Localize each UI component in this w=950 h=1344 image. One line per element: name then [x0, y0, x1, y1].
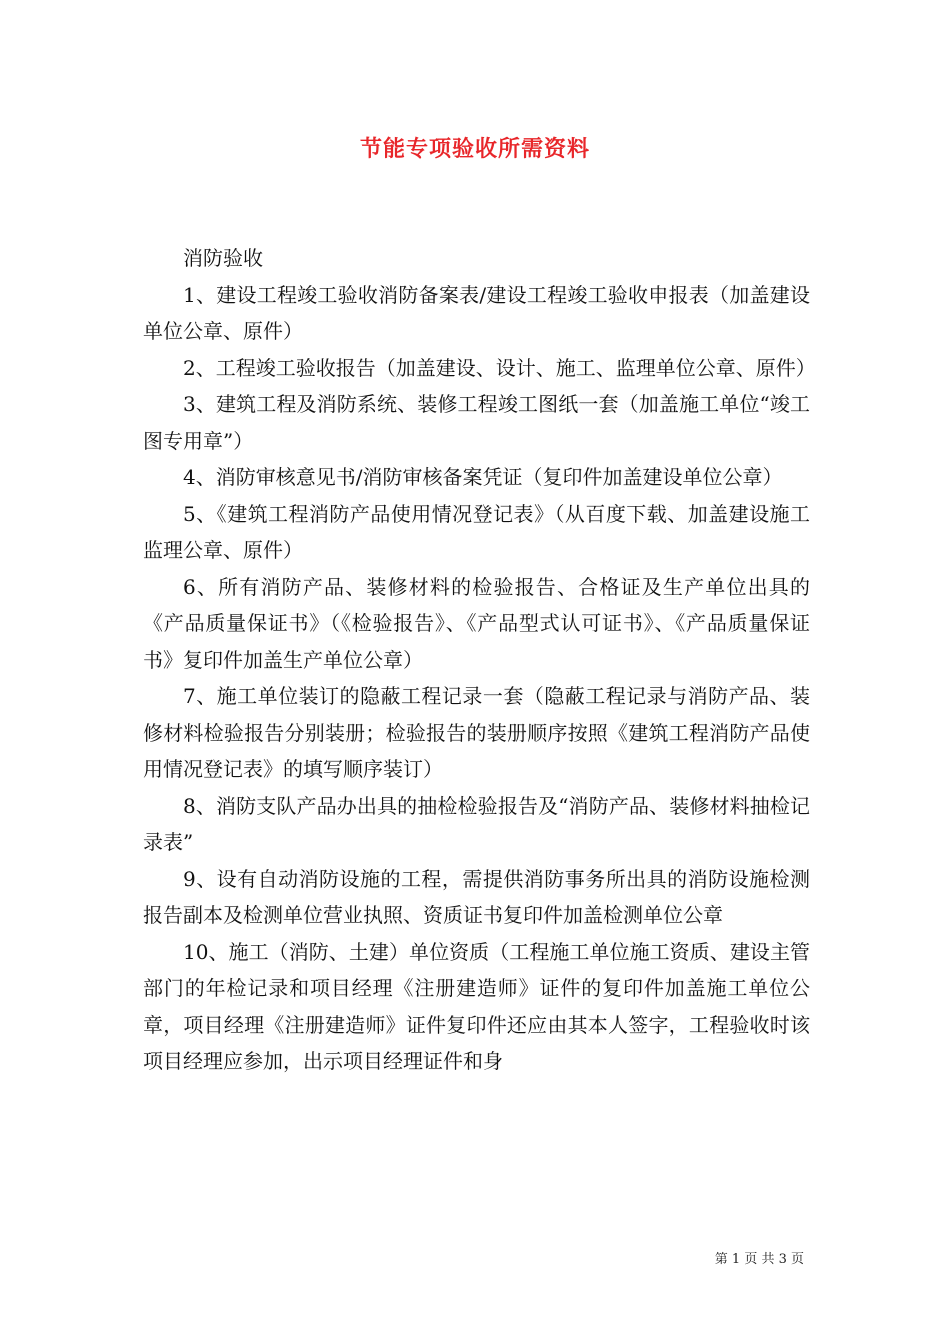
list-item: 2、工程竣工验收报告（加盖建设、设计、施工、监理单位公章、原件）	[183, 355, 816, 380]
document-body	[143, 240, 816, 1080]
list-item: 3、建筑工程及消防系统、装修工程竣工图纸一套（加盖施工单位“竣工图专用章”）	[143, 392, 810, 453]
section-heading: 消防验收	[183, 246, 263, 270]
list-item: 6、所有消防产品、装修材料的检验报告、合格证及生产单位出具的《产品质量保证书》（《检验报告》、《产品型式认可证书》、《产品质量保证书》复印件加盖生产单位公章）	[143, 574, 810, 672]
list-item: 9、设有自动消防设施的工程，需提供消防事务所出具的消防设施检测报告副本及检测单位营业执照、资质证书复印件加盖检测单位公章	[143, 866, 810, 927]
list-item: 1、建设工程竣工验收消防备案表/建设工程竣工验收申报表（加盖建设单位公章、原件）	[143, 282, 810, 343]
document-title: 节能专项验收所需资料	[359, 136, 590, 162]
list-item: 4、消防审核意见书/消防审核备案凭证（复印件加盖建设单位公章）	[183, 465, 783, 489]
list-item: 10、施工（消防、土建）单位资质（工程施工单位施工资质、建设主管部门的年检记录和项目经理《注册建造师》证件的复印件加盖施工单位公章，项目经理《注册建造师》证件复印件还应由其本人签字，工程验收时该项目经理应参加，出示项目经理证件和身	[143, 939, 810, 1073]
list-item: 5、《建筑工程消防产品使用情况登记表》（从百度下载、加盖建设施工监理公章、原件）	[143, 501, 810, 562]
list-item: 7、施工单位装订的隐蔽工程记录一套（隐蔽工程记录与消防产品、装修材料检验报告分别装册；检验报告的装册顺序按照《建筑工程消防产品使用情况登记表》的填写顺序装订）	[143, 684, 810, 781]
list-item: 8、消防支队产品办出具的抽检检验报告及“消防产品、装修材料抽检记录表”	[143, 793, 810, 854]
page-number: 第 1 页 共 3 页	[714, 1252, 804, 1267]
